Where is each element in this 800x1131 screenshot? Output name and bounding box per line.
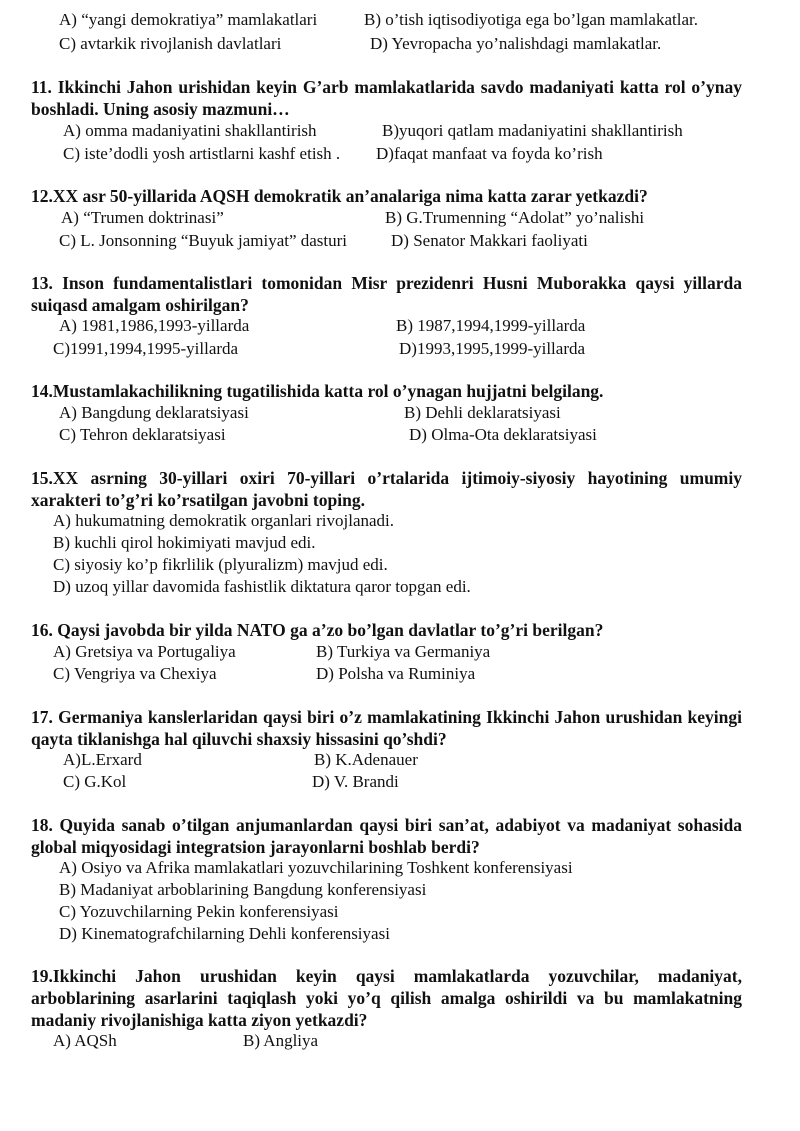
q17-question: 17. Germaniya kanslerlaridan qaysi biri o’z mamlakatining Ikkinchi Jahon urushidan keyingi qayta tiklanishga hal qiluvchi shaxsiy hissasini qo’shdi? [31, 707, 742, 749]
q17-option-b: B) K.Adenauer [314, 750, 418, 769]
q13-options-row-1 [0, 315, 800, 337]
q10-option-d: D) Yevropacha yo’nalishdagi mamlakatlar. [370, 34, 662, 53]
q16-option-c: C) Vengriya va Chexiya [53, 664, 217, 683]
q15-option-a: A) hukumatning demokratik organlari rivojlanadi. [53, 511, 395, 530]
q15-option-d: D) uzoq yillar davomida fashistlik diktatura qaror topgan edi. [53, 577, 471, 596]
q12-option-a: A) “Trumen doktrinasi” [61, 208, 224, 227]
q14-option-b: B) Dehli deklaratsiyasi [404, 403, 561, 422]
q18-option-d: D) Kinematografchilarning Dehli konferensiyasi [59, 924, 390, 943]
q14-options-row-1 [0, 402, 800, 424]
q12-options-row-1 [0, 207, 800, 229]
q14-option-c: C) Tehron deklaratsiyasi [59, 425, 226, 444]
q13-options-row-2 [0, 338, 800, 360]
q11-options-row-2 [0, 143, 800, 165]
q16-option-d: D) Polsha va Ruminiya [316, 664, 476, 683]
q13-option-c: C)1991,1994,1995-yillarda [53, 339, 239, 358]
q12-options-row-2 [0, 230, 800, 252]
q18-option-d-row [0, 923, 800, 945]
q10-options-row-1 [0, 9, 800, 31]
q14-question: 14.Mustamlakachilikning tugatilishida katta rol o’ynagan hujjatni belgilang. [31, 381, 604, 401]
q17-option-d: D) V. Brandi [312, 772, 399, 791]
q10-options-row-2 [0, 33, 800, 55]
q18-option-a: A) Osiyo va Afrika mamlakatlari yozuvchilarining Toshkent konferensiyasi [59, 858, 573, 877]
q11-option-c: C) iste’dodli yosh artistlarni kashf etish . [63, 144, 341, 163]
q17-option-a: A)L.Erxard [63, 750, 142, 769]
q19-option-b: B) Angliya [243, 1031, 319, 1050]
q11-question: 11. Ikkinchi Jahon urishidan keyin G’arb mamlakatlarida savdo madaniyati katta rol o’ynay boshladi. Uning asosiy mazmuni… [31, 77, 742, 119]
q12-question: 12.XX asr 50-yillarida AQSH demokratik an’analariga nima katta zarar yetkazdi? [31, 186, 648, 206]
q11-option-a: A) omma madaniyatini shakllantirish [63, 121, 317, 140]
q11-options-row-1 [0, 120, 800, 142]
q15-option-b-row [0, 532, 800, 554]
q15-option-a-row [0, 510, 800, 532]
q10-option-b: B) o’tish iqtisodiyotiga ega bo’lgan mamlakatlar. [364, 10, 698, 29]
q18-question: 18. Quyida sanab o’tilgan anjumanlardan qaysi biri san’at, adabiyot va madaniyat sohasida global miqyosidagi integratsion jarayonlarni boshlab berdi? [31, 815, 742, 857]
q18-option-a-row [0, 857, 800, 879]
q17-option-c: C) G.Kol [63, 772, 127, 791]
q12-option-b: B) G.Trumenning “Adolat” yo’nalishi [385, 208, 645, 227]
q13-option-d: D)1993,1995,1999-yillarda [399, 339, 586, 358]
q15-option-c-row [0, 554, 800, 576]
q10-option-a: A) “yangi demokratiya” mamlakatlari [59, 10, 318, 29]
q16-option-b: B) Turkiya va Germaniya [316, 642, 491, 661]
q17-options-row-1 [0, 749, 800, 771]
q18-option-c: C) Yozuvchilarning Pekin konferensiyasi [59, 902, 339, 921]
q16-question: 16. Qaysi javobda bir yilda NATO ga a’zo bo’lgan davlatlar to’g’ri berilgan? [31, 620, 604, 640]
q18-option-b: B) Madaniyat arboblarining Bangdung konferensiyasi [59, 880, 427, 899]
q14-option-d: D) Olma-Ota deklaratsiyasi [409, 425, 597, 444]
q12-option-c: C) L. Jonsonning “Buyuk jamiyat” dasturi [59, 231, 348, 250]
q13-option-a: A) 1981,1986,1993-yillarda [59, 316, 250, 335]
q14-options-row-2 [0, 424, 800, 446]
q16-options-row-2 [0, 663, 800, 685]
q19-option-a: A) AQSh [53, 1031, 117, 1050]
q15-option-b: B) kuchli qirol hokimiyati mavjud edi. [53, 533, 316, 552]
q13-question: 13. Inson fundamentalistlari tomonidan Misr prezidenri Husni Muborakka qaysi yillarda suiqasd amalgam oshirilgan? [31, 273, 742, 315]
q16-option-a: A) Gretsiya va Portugaliya [53, 642, 236, 661]
q12-option-d: D) Senator Makkari faoliyati [391, 231, 588, 250]
q19-question: 19.Ikkinchi Jahon urushidan keyin qaysi mamlakatlarda yozuvchilar, madaniyat, arboblarining asarlarini taqiqlash yoki yo’q qilish amalga oshirildi va bu mamlakatning madaniy rivojlanishiga katta ziyon yetkazdi? [31, 966, 742, 1030]
q17-options-row-2 [0, 771, 800, 793]
q18-option-b-row [0, 879, 800, 901]
q10-option-c: C) avtarkik rivojlanish davlatlari [59, 34, 282, 53]
q15-option-d-row [0, 576, 800, 598]
q11-option-b: B)yuqori qatlam madaniyatini shakllantirish [382, 121, 683, 140]
q18-option-c-row [0, 901, 800, 923]
q14-option-a: A) Bangdung deklaratsiyasi [59, 403, 249, 422]
q11-option-d: D)faqat manfaat va foyda ko’rish [376, 144, 603, 163]
q15-option-c: C) siyosiy ko’p fikrlilik (plyuralizm) mavjud edi. [53, 555, 388, 574]
q16-options-row-1 [0, 641, 800, 663]
q15-question: 15.XX asrning 30-yillari oxiri 70-yillari o’rtalarida ijtimoiy-siyosiy hayotining umumiy xarakteri to’g’ri ko’rsatilgan javobni toping. [31, 468, 742, 510]
q19-options-row-1 [0, 1030, 800, 1052]
q13-option-b: B) 1987,1994,1999-yillarda [396, 316, 586, 335]
